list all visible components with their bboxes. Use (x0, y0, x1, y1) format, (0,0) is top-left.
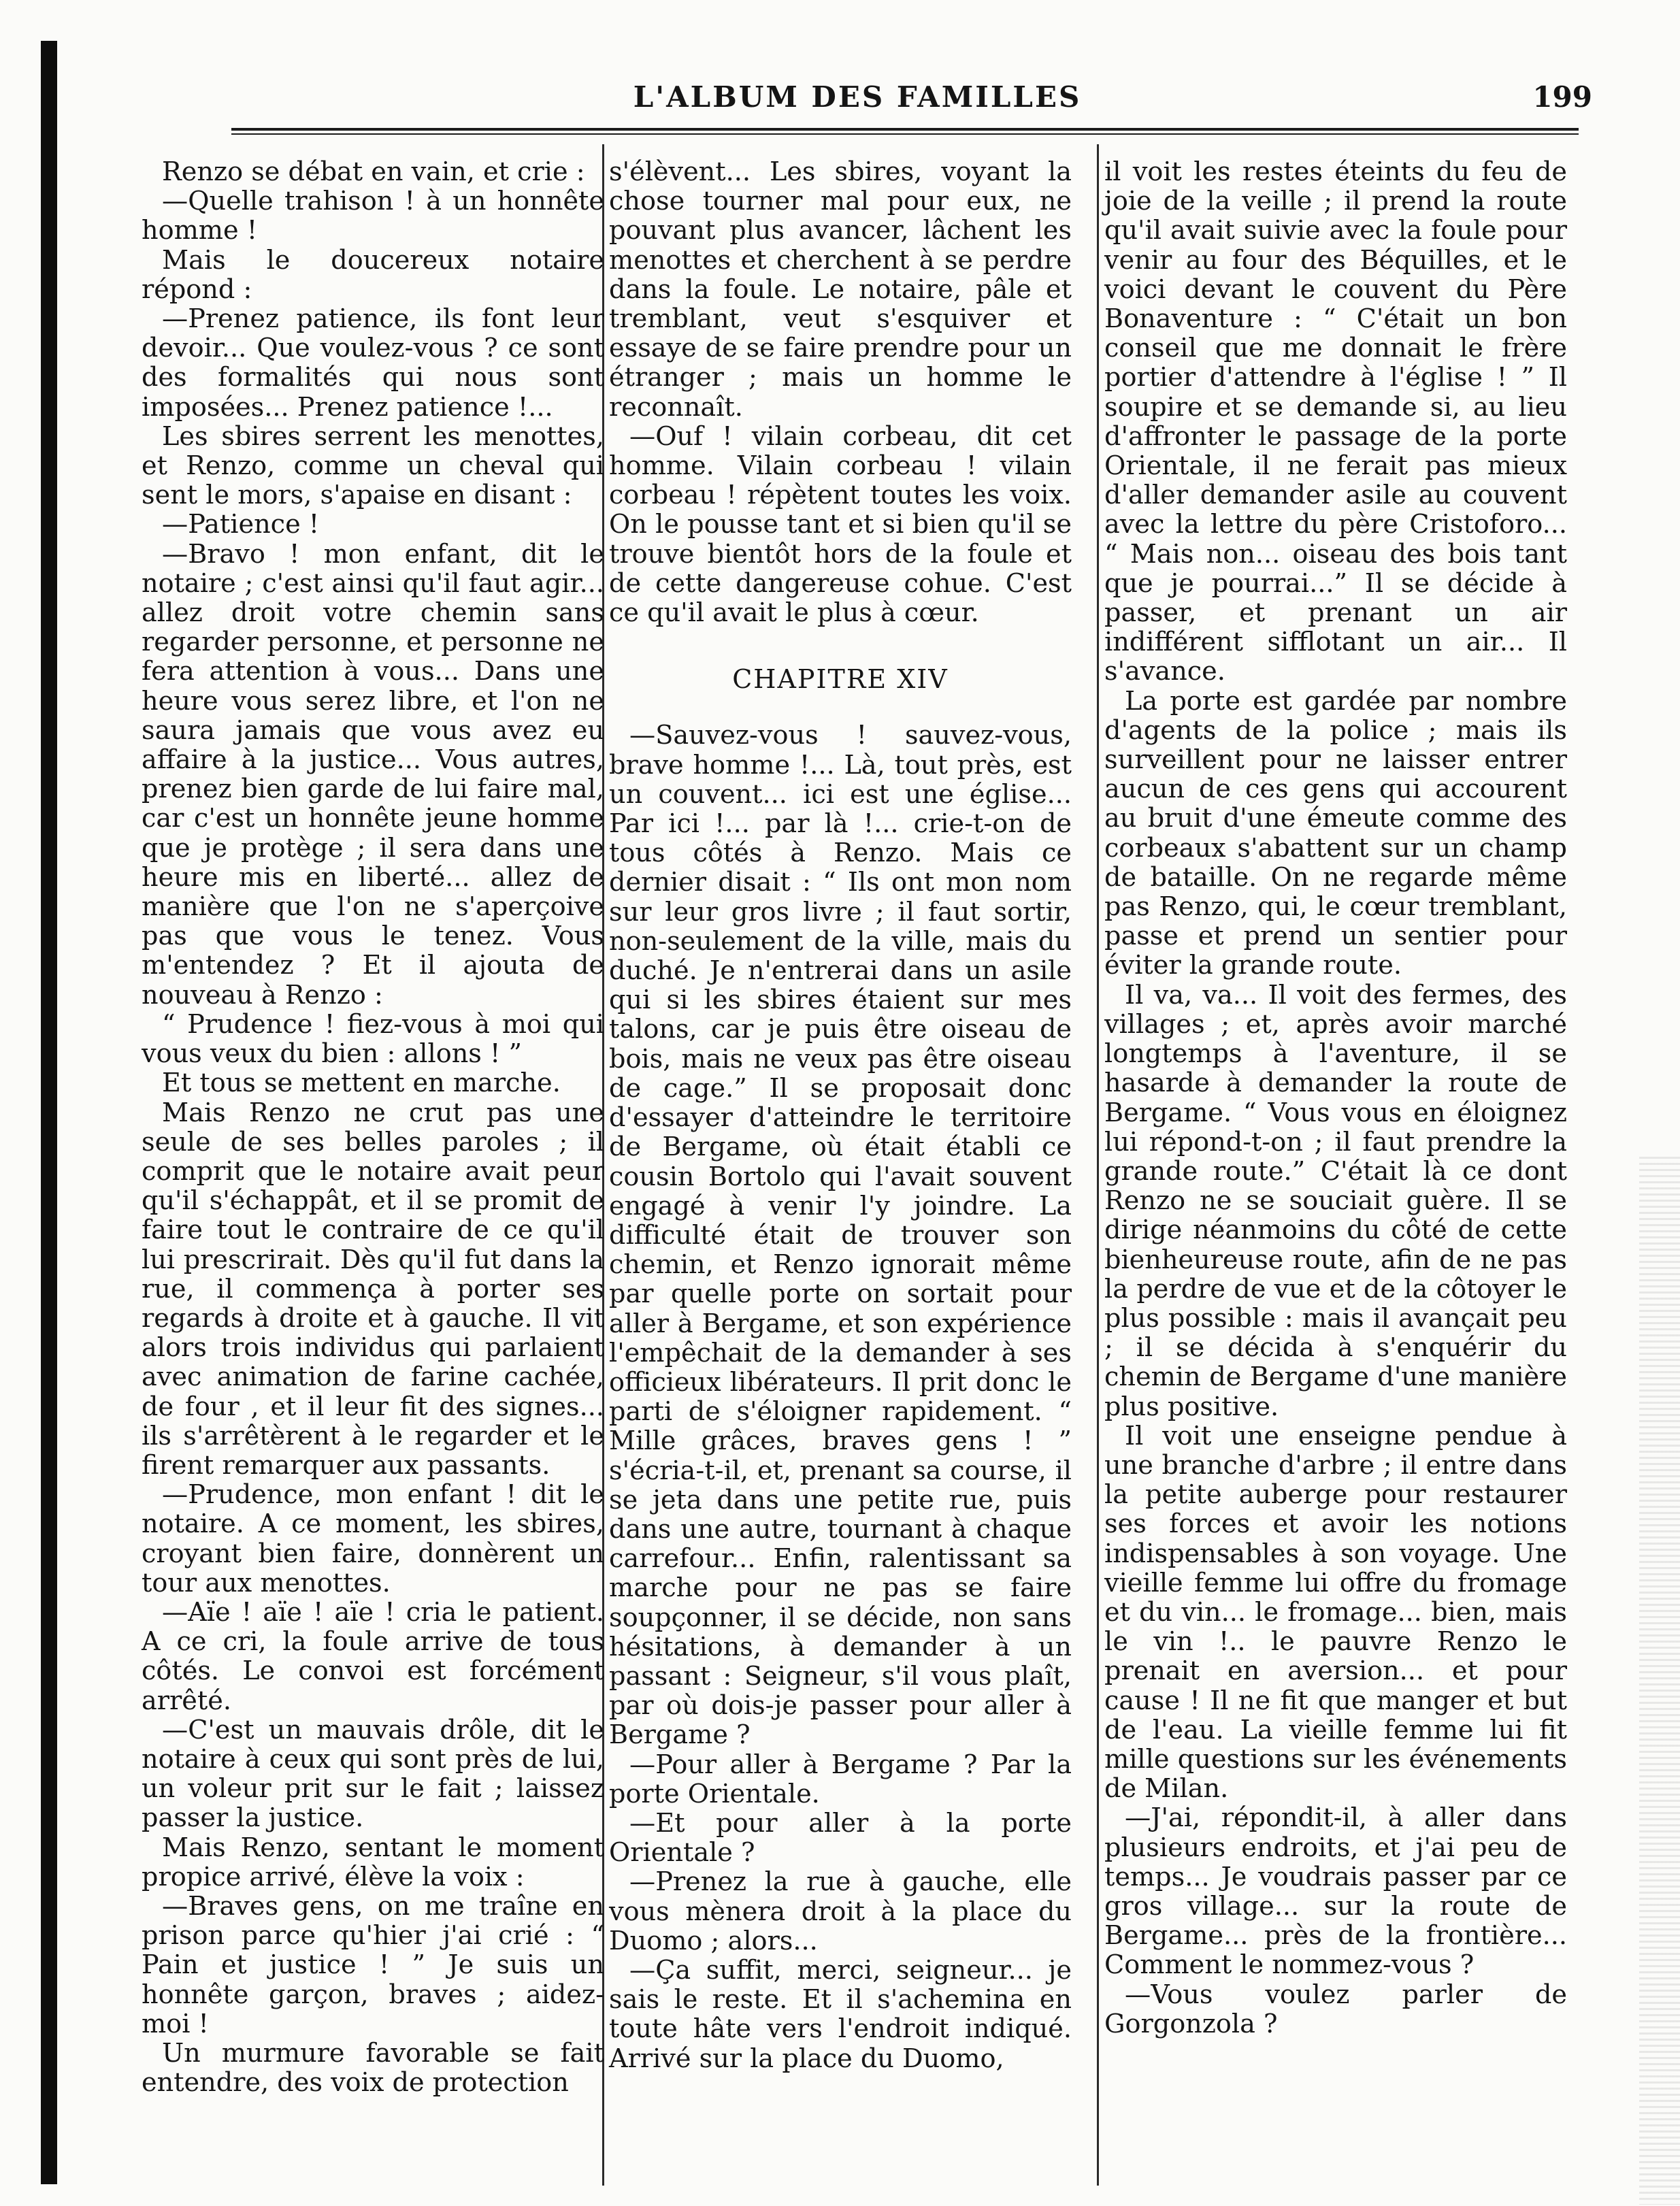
paragraph: —Ça suffit, merci, seigneur... je sais le reste. Et il s'achemina en toute hâte vers l'endroit indiqué. Arrivé sur la place du Duomo, (609, 1955, 1072, 2074)
paragraph: —Aïe ! aïe ! aïe ! cria le patient. A ce cri, la foule arrive de tous côtés. Le convoi est forcément arrêté. (142, 1597, 604, 1716)
paragraph: Renzo se débat en vain, et crie : (162, 157, 585, 187)
scan-edge-noise (1639, 1157, 1680, 2205)
text-column-2 (609, 158, 1072, 2074)
chapter-heading: CHAPITRE XIV (732, 664, 949, 695)
paragraph: —Prenez patience, ils font leur devoir... Que voulez-vous ? ce sont des formalités qui nous sont imposées... Prenez patience !... (142, 304, 604, 423)
paragraph: —Vous voulez parler de Gorgonzola ? (1104, 1979, 1567, 2039)
paragraph: —Quelle trahison ! à un honnête homme ! (142, 186, 604, 246)
paragraph: —Patience ! (162, 510, 320, 540)
running-header (122, 80, 1592, 121)
page-number: 199 (1532, 80, 1592, 114)
paragraph: Mais Renzo ne crut pas une seule de ses belles paroles ; il comprit que le notaire avait peur qu'il s'échappât, et il se promit de faire tout le contraire de ce qu'il lui prescrirait. Dès qu'il fut dans la rue, il commença à porter ses regards à droite et à gauche. Il vit alors trois individus qui parlaient avec animation de farine cachée, de four , et il leur fit des signes... ils s'arrêtèrent à le regarder et le firent remarquer aux passants. (142, 1098, 604, 1481)
text-column-1 (142, 158, 604, 2098)
paragraph: Mais Renzo, sentant le moment propice arrivé, élève la voix : (142, 1832, 604, 1892)
paragraph: Mais le doucereux notaire répond : (142, 245, 604, 305)
paragraph: —Prenez la rue à gauche, elle vous mènera droit à la place du Duomo ; alors... (609, 1867, 1072, 1956)
journal-title: L'ALBUM DES FAMILLES (633, 80, 1082, 114)
paragraph: —Braves gens, on me traîne en prison parce qu'hier j'ai crié : “ Pain et justice ! ” Je suis un honnête garçon, braves ; aidez-moi ! (142, 1891, 604, 2039)
paragraph: —J'ai, répondit-il, à aller dans plusieurs endroits, et j'ai peu de temps... Je voudrais passer par ce gros village... sur la route de Bergame... près de la frontière... Comment le nommez-vous ? (1104, 1803, 1567, 1981)
column-divider (1097, 144, 1099, 2186)
paragraph: Un murmure favorable se fait entendre, des voix de protection (142, 2039, 604, 2098)
paragraph: —Pour aller à Bergame ? Par la porte Orientale. (609, 1749, 1072, 1809)
scan-binding-edge (41, 41, 57, 2184)
paragraph: “ Prudence ! fiez-vous à moi qui vous veux du bien : allons ! ” (142, 1009, 604, 1070)
paragraph: La porte est gardée par nombre d'agents de la police ; mais ils surveillent pour ne laisser entrer aucun de ces gens qui accourent au bruit d'une émeute comme des corbeaux s'abattent sur un champ de bataille. On ne regarde même pas Renzo, qui, le cœur tremblant, passe et prend un sentier pour éviter la grande route. (1104, 686, 1567, 981)
header-rule (231, 128, 1579, 135)
paragraph: il voit les restes éteints du feu de joie de la veille ; il prend la route qu'il avait suivie avec la foule pour venir au four des Béquilles, et le voici devant le couvent du Père Bonaventure : “ C'était un bon conseil que me donnait le frère portier d'attendre à l'église ! ” Il soupire et se demande si, au lieu d'affronter le passage de la porte Orientale, il ne ferait pas mieux d'aller demander asile au couvent avec la lettre du père Cristoforo... “ Mais non... oiseau des bois tant que je pourrai...” Il se décide à passer, et prenant un air indifférent sifflotant un air... Il s'avance. (1104, 157, 1567, 687)
paragraph: Et tous se mettent en marche. (162, 1068, 561, 1099)
paragraph: —Bravo ! mon enfant, dit le notaire ; c'est ainsi qu'il faut agir... allez droit votre chemin sans regarder personne, et personne ne fera attention à vous... Dans une heure vous serez libre, et l'on ne saura jamais que vous avez eu affaire à la justice... Vous autres, prenez bien garde de lui faire mal, car c'est un honnête jeune homme que je protège ; il sera dans une heure mis en liberté... allez de manière que l'on ne s'aperçoive pas que vous le tenez. Vous m'entendez ? Et il ajouta de nouveau à Renzo : (142, 539, 604, 1010)
paragraph: Il va, va... Il voit des fermes, des villages ; et, après avoir marché longtemps à l'aventure, il se hasarde à demander la route de Bergame. “ Vous vous en éloignez lui répond-t-on ; il faut prendre la grande route.” C'était là ce dont Renzo ne se souciait guère. Il se dirige néanmoins du côté de cette bienheureuse route, afin de ne pas la perdre de vue et de la côtoyer le plus possible : mais il avançait peu ; il se décida à s'enquérir du chemin de Bergame d'une manière plus positive. (1104, 980, 1567, 1422)
paragraph: —C'est un mauvais drôle, dit le notaire à ceux qui sont près de lui, un voleur prit sur le fait ; laissez passer la justice. (142, 1715, 604, 1834)
paragraph: Les sbires serrent les menottes, et Renzo, comme un cheval qui sent le mors, s'apaise en disant : (142, 421, 604, 511)
text-column-3 (1104, 158, 1567, 2039)
paragraph: s'élèvent... Les sbires, voyant la chose tourner mal pour eux, ne pouvant plus avancer, lâchent les menottes et cherchent à se perdre dans la foule. Le notaire, pâle et tremblant, veut s'esquiver et essaye de se faire prendre pour un étranger ; mais un homme le reconnaît. (609, 157, 1072, 423)
paragraph: Il voit une enseigne pendue à une branche d'arbre ; il entre dans la petite auberge pour restaurer ses forces et avoir les notions indispensables à son voyage. Une vieille femme lui offre du fromage et du vin... le fromage... bien, mais le vin !.. le pauvre Renzo le prenait en aversion... et pour cause ! Il ne fit que manger et but de l'eau. La vieille femme lui fit mille questions sur les événements de Milan. (1104, 1421, 1567, 1805)
paragraph: —Ouf ! vilain corbeau, dit cet homme. Vilain corbeau ! vilain corbeau ! répètent toutes les voix. On le pousse tant et si bien qu'il se trouve bientôt hors de la foule et de cette dangereuse cohue. C'est ce qu'il avait le plus à cœur. (609, 421, 1072, 629)
paragraph: —Sauvez-vous ! sauvez-vous, brave homme !... Là, tout près, est un couvent... ici est une église... Par ici !... par là !... crie-t-on de tous côtés à Renzo. Mais ce dernier disait : “ Ils ont mon nom sur leur gros livre ; il faut sortir, non-seulement de la ville, mais du duché. Je n'entrerai dans un asile qui si les sbires étaient sur mes talons, car je puis être oiseau de bois, mais ne veux pas être oiseau de cage.” Il se proposait donc d'essayer d'atteindre le territoire de Bergame, où était établi ce cousin Bortolo qui l'avait souvent engagé à venir l'y joindre. La difficulté était de trouver son chemin, et Renzo ignorait même par quelle porte on sortait pour aller à Bergame, et son expérience l'empêchait de la demander à ses officieux libérateurs. Il prit donc le parti de s'éloigner rapidement. “ Mille grâces, braves gens ! ” s'écria-t-il, et, prenant sa course, il se jeta dans une petite rue, puis dans une autre, tournant à chaque carrefour... Enfin, ralentissant sa marche pour ne pas se faire soupçonner, il se décide, non sans hésitations, à demander à un passant : Seigneur, s'il vous plaît, par où dois-je passer pour aller à Bergame ? (609, 721, 1072, 1751)
paragraph: —Et pour aller à la porte Orientale ? (609, 1808, 1072, 1868)
paragraph: —Prudence, mon enfant ! dit le notaire. A ce moment, les sbires, croyant bien faire, donnèrent un tour aux menottes. (142, 1480, 604, 1598)
